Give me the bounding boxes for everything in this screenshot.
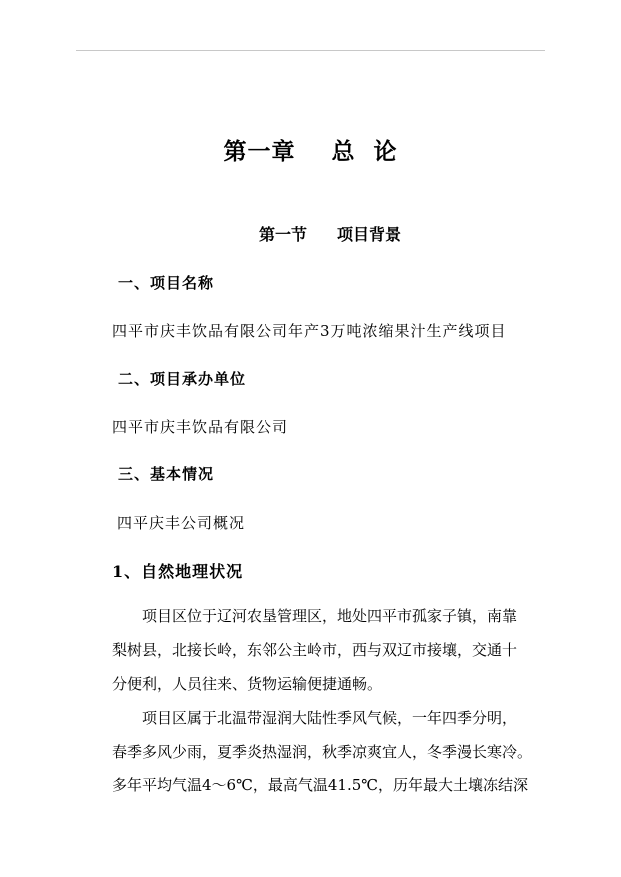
body-line-2: 梨树县，北接长岭，东邻公主岭市，西与双辽市接壤，交通十 xyxy=(112,641,518,659)
heading-organizer: 二、项目承办单位 xyxy=(118,370,247,388)
organizer-text: 四平市庆丰饮品有限公司 xyxy=(112,418,289,436)
body-line-1: 项目区位于辽河农垦管理区，地处四平市孤家子镇，南靠 xyxy=(112,607,518,625)
heading-basic-info: 三、基本情况 xyxy=(118,465,215,483)
heading-project-name: 一、项目名称 xyxy=(118,274,215,292)
chapter-title-b: 论 xyxy=(373,138,398,165)
chapter-title-a: 总 xyxy=(331,138,356,165)
section-title xyxy=(259,222,401,245)
chapter-title xyxy=(0,133,621,166)
body-line-6: 多年平均气温4～6℃，最高气温41.5℃，历年最大土壤冻结深 xyxy=(112,776,529,794)
section-name: 项目背景 xyxy=(337,225,402,244)
company-overview-text: 四平庆丰公司概况 xyxy=(117,514,246,532)
body-line-4: 项目区属于北温带湿润大陆性季风气候，一年四季分明， xyxy=(112,709,518,727)
body-line-3: 分便利，人员往来、货物运输便捷通畅。 xyxy=(112,675,383,693)
project-name-text: 四平市庆丰饮品有限公司年产3万吨浓缩果汁生产线项目 xyxy=(112,322,507,340)
chapter-prefix: 第一章 xyxy=(223,138,296,165)
section-prefix: 第一节 xyxy=(259,225,308,244)
header-rule xyxy=(76,50,545,51)
body-line-5: 春季多风少雨，夏季炎热湿润，秋季凉爽宜人，冬季漫长寒冷。 xyxy=(112,743,533,761)
heading-geography: 1、自然地理状况 xyxy=(112,562,244,581)
